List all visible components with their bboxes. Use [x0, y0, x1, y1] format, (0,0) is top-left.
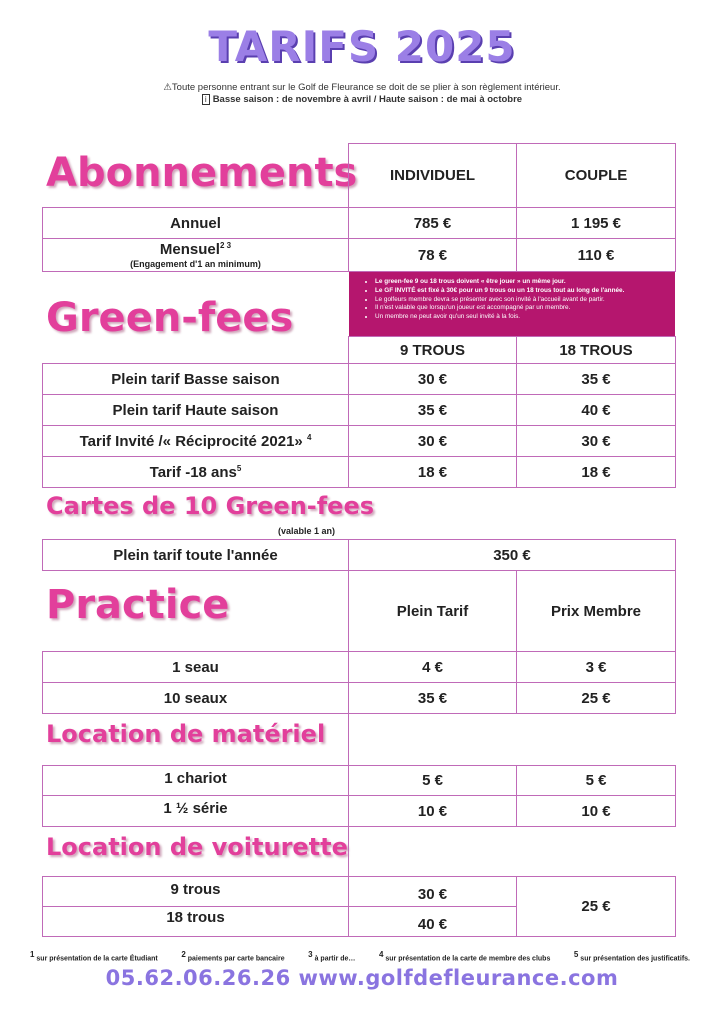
- voiturette-heading: Location de voiturette: [46, 833, 348, 861]
- row-annuel-couple: 1 195 €: [516, 207, 676, 239]
- materiel-heading: Location de matériel: [46, 720, 326, 748]
- rule-note: ⚠Toute personne entrant sur le Golf de Fleurance se doit de se plier à son règlement intérieur.: [163, 82, 561, 93]
- practice-row-1seau-plein: 4 €: [348, 651, 517, 683]
- greenfees-info-box: [349, 272, 675, 336]
- voiturette-row-9-label: 9 trous: [42, 876, 349, 907]
- gf-row-haute-label: Plein tarif Haute saison: [42, 394, 349, 426]
- gf-row-haute-9: 35 €: [348, 394, 517, 426]
- abonnements-heading: Abonnements: [46, 150, 358, 196]
- row-annuel-label: Annuel: [42, 207, 349, 239]
- gf-row-invite-18: 30 €: [516, 425, 676, 457]
- cartes-value: 350 €: [348, 539, 676, 571]
- footnote: $^1$ sur présentation de la carte Étudiant: [30, 950, 158, 963]
- row-mensuel-couple: 110 €: [516, 238, 676, 272]
- gf-row-basse-18: 35 €: [516, 363, 676, 395]
- gf-row-junior-label: Tarif -18 ans$^5$: [149, 463, 242, 481]
- practice-row-10seaux-membre: 25 €: [516, 682, 676, 714]
- info-item: • Un membre ne peut avoir qu'un seul invité à la fois.: [375, 313, 667, 322]
- contact-line[interactable]: 05.62.06.26.26 www.golfdefleurance.com: [105, 966, 619, 990]
- materiel-row-chariot-v2: 5 €: [516, 765, 676, 796]
- gf-row-junior-9: 18 €: [348, 456, 517, 488]
- season-text: Basse saison : de novembre à avril / Haute saison : de mai à octobre: [212, 94, 523, 105]
- materiel-divider: [348, 713, 349, 766]
- row-mensuel-label: Mensuel$^{2 3}$: [159, 241, 232, 258]
- footnotes: [30, 950, 690, 962]
- col-plein-tarif: Plein Tarif: [348, 570, 517, 652]
- materiel-row-chariot-v1: 5 €: [348, 765, 517, 796]
- info-icon: i: [202, 94, 210, 105]
- practice-row-10seaux-plein: 35 €: [348, 682, 517, 714]
- info-item: • Le GF INVITÉ est fixé à 30€ pour un 9 trous ou un 18 trous tout au long de l'année.: [375, 287, 667, 296]
- cartes-label: Plein tarif toute l'année: [42, 539, 349, 571]
- gf-row-invite-label: Tarif Invité /« Réciprocité 2021» $^4$: [79, 432, 312, 450]
- col-couple: COUPLE: [516, 143, 676, 208]
- info-item: • Le green-fee 9 ou 18 trous doivent « être jouer » un même jour.: [375, 278, 667, 287]
- footnote: $^4$ sur présentation de la carte de membre des clubs: [378, 950, 551, 963]
- col-9-trous: 9 TROUS: [348, 336, 517, 364]
- materiel-row-serie-v1: 10 €: [348, 795, 517, 827]
- footnote: $^3$ à partir de…: [308, 950, 356, 963]
- row-mensuel-engagement: (Engagement d'1 an minimum): [130, 259, 261, 269]
- gf-row-haute-18: 40 €: [516, 394, 676, 426]
- cartes-validity: (valable 1 an): [278, 526, 336, 536]
- row-mensuel-individuel: 78 €: [348, 238, 517, 272]
- greenfees-heading: Green-fees: [46, 295, 294, 341]
- practice-row-1seau-membre: 3 €: [516, 651, 676, 683]
- season-note: [0, 94, 724, 105]
- gf-row-basse-9: 30 €: [348, 363, 517, 395]
- practice-heading: Practice: [46, 582, 230, 628]
- info-item: • Il n'est valable que lorsqu'un joueur est accompagné par un membre.: [375, 304, 667, 313]
- gf-row-junior-label-cell: [42, 456, 349, 488]
- col-prix-membre: Prix Membre: [516, 570, 676, 652]
- row-mensuel-label-cell: [42, 238, 349, 272]
- voiturette-divider: [348, 826, 349, 877]
- footnote: $^5$ sur présentation des justificatifs.: [573, 950, 690, 963]
- voiturette-row-9-v1: 30 €: [348, 876, 517, 907]
- materiel-row-serie-v2: 10 €: [516, 795, 676, 827]
- page-title: TARIFS 2025: [208, 22, 516, 71]
- voiturette-member-price: 25 €: [516, 876, 676, 937]
- gf-row-junior-18: 18 €: [516, 456, 676, 488]
- gf-row-basse-label: Plein tarif Basse saison: [42, 363, 349, 395]
- gf-row-invite-9: 30 €: [348, 425, 517, 457]
- voiturette-row-18-label: 18 trous: [42, 906, 349, 937]
- col-individuel: INDIVIDUEL: [348, 143, 517, 208]
- cartes-heading: Cartes de 10 Green-fees: [46, 492, 375, 520]
- materiel-row-chariot-label: 1 chariot: [42, 765, 349, 796]
- practice-row-10seaux-label: 10 seaux: [42, 682, 349, 714]
- materiel-row-serie-label: 1 ½ série: [42, 795, 349, 827]
- practice-row-1seau-label: 1 seau: [42, 651, 349, 683]
- footnote: $^2$ paiements par carte bancaire: [181, 950, 285, 963]
- info-item: • Le golfeurs membre devra se présenter avec son invité à l'accueil avant de partir.: [375, 296, 667, 305]
- voiturette-row-18-v1: 40 €: [348, 906, 517, 937]
- row-annuel-individuel: 785 €: [348, 207, 517, 239]
- col-18-trous: 18 TROUS: [516, 336, 676, 364]
- gf-row-invite-label-cell: [42, 425, 349, 457]
